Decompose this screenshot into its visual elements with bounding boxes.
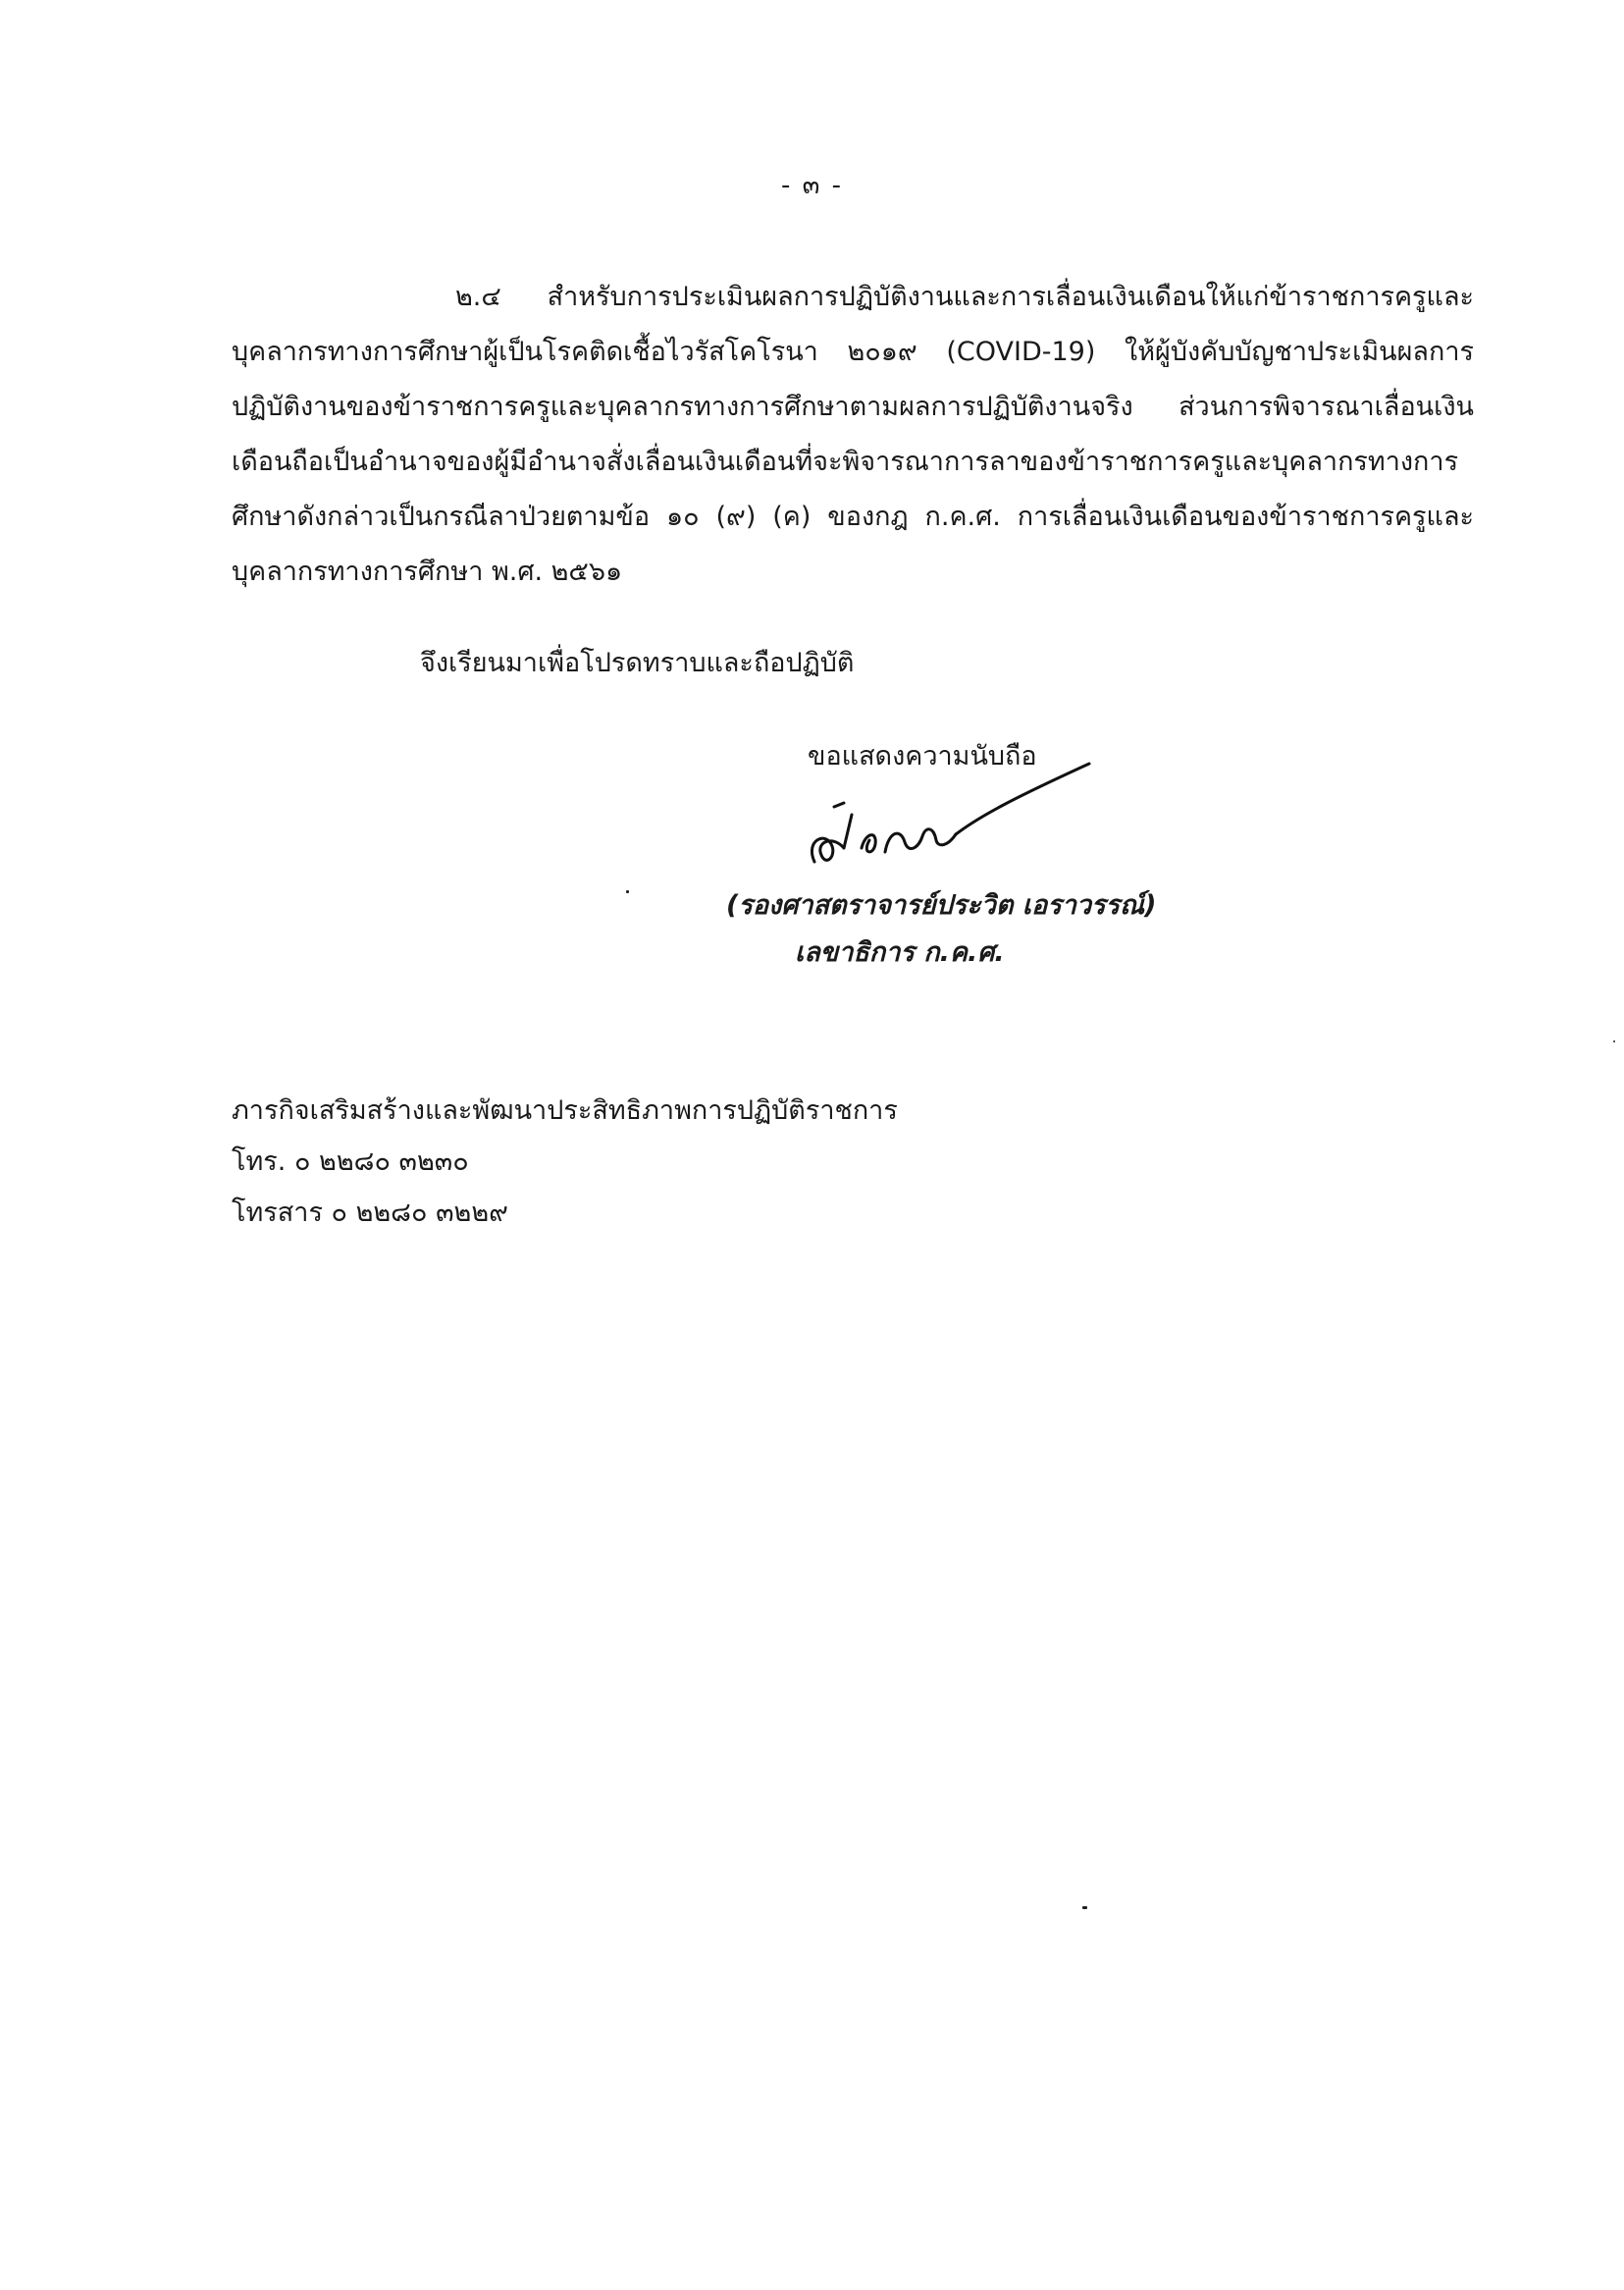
contact-footer <box>232 1086 898 1239</box>
body-paragraph: ๒.๔ สำหรับการประเมินผลการปฏิบัติงานและการเลื่อนเงินเดือนให้แก่ข้าราชการครูและบุคลากรทางการศึกษาผู้เป็นโรคติดเชื้อไวรัสโคโรนา ๒๐๑๙ (COVID-19) ให้ผู้บังคับบัญชาประเมินผลการปฏิบัติงานของข้าราชการครูและบุคลากรทางการศึกษาตามผลการปฏิบัติงานจริง ส่วนการพิจารณาเลื่อนเงินเดือนถือเป็นอำนาจของผู้มีอำนาจสั่งเลื่อนเงินเดือนที่จะพิจารณาการลาของข้าราชการครูและบุคลากรทางการศึกษาดังกล่าวเป็นกรณีลาป่วยตามข้อ ๑๐ (๙) (ค) ของกฎ ก.ค.ศ. การเลื่อนเงินเดือนของข้าราชการครูและบุคลากรทางการศึกษา พ.ศ. ๒๕๖๑ <box>232 282 1474 587</box>
signer-name: (รองศาสตราจารย์ประวิต เอราวรรณ์) <box>726 890 1157 921</box>
page-number: - ๓ - <box>780 171 844 200</box>
handwritten-signature <box>775 746 1128 883</box>
scan-speck <box>1082 1906 1087 1909</box>
signer-title: เลขาธิการ ก.ค.ศ. <box>795 937 1005 968</box>
fax-number: โทรสาร ๐ ๒๒๘๐ ๓๒๒๙ <box>232 1198 508 1228</box>
valediction: ขอแสดงความนับถือ <box>808 741 1037 772</box>
scan-speck <box>1613 1040 1615 1042</box>
department-name: ภารกิจเสริมสร้างและพัฒนาประสิทธิภาพการปฏิบัติราชการ <box>232 1095 898 1126</box>
closing-line: จึงเรียนมาเพื่อโปรดทราบและถือปฏิบัติ <box>420 648 855 678</box>
letter-body <box>232 270 1474 600</box>
scan-speck <box>626 890 629 893</box>
phone-number: โทร. ๐ ๒๒๘๐ ๓๒๓๐ <box>232 1146 469 1177</box>
